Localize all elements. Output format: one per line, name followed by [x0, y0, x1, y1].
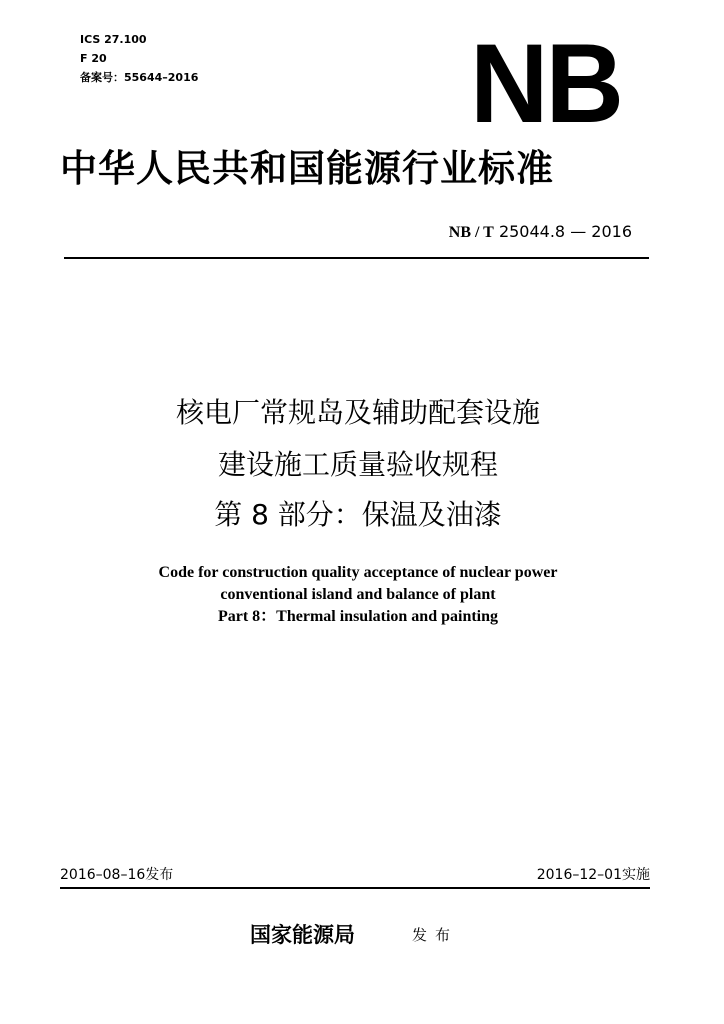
issuer-name: 国家能源局	[250, 922, 355, 947]
standard-number-prefix: NB / T	[448, 224, 494, 241]
filing-number: 备案号：55644–2016	[80, 71, 199, 84]
standard-number-value: 25044.8 — 2016	[493, 222, 632, 241]
standard-category-title: 中华人民共和国能源行业标准	[60, 146, 554, 190]
chinese-title-line-2: 建设施工质量验收规程	[217, 448, 498, 481]
top-divider	[64, 257, 649, 259]
english-title-line-1: Code for construction quality acceptance of nuclear power	[158, 564, 558, 581]
standard-number	[449, 222, 632, 243]
chinese-title-line-1: 核电厂常规岛及辅助配套设施	[175, 396, 540, 429]
issue-label: 发布	[412, 926, 459, 944]
chinese-title-line-3: 第 8 部分：保温及油漆	[214, 498, 502, 531]
classification-code: F 20	[80, 52, 107, 65]
implementation-date: 2016–12–01实施	[536, 867, 650, 883]
bottom-divider	[60, 887, 650, 889]
nb-logo: NB	[470, 21, 622, 146]
english-title-line-2: conventional island and balance of plant	[220, 586, 496, 603]
ics-code: ICS 27.100	[80, 33, 147, 46]
release-date: 2016–08–16发布	[60, 867, 174, 883]
english-title-line-3: Part 8：Thermal insulation and painting	[217, 608, 499, 625]
